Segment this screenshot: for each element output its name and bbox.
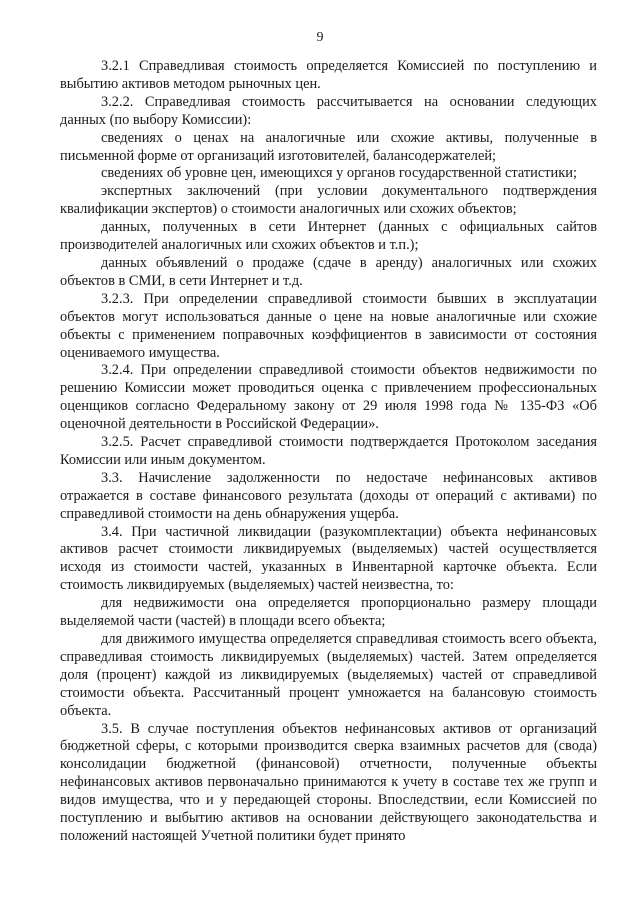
- paragraph-3-2-4: 3.2.4. При определении справедливой стоимости объектов недвижимости по решению Комиссии может проводиться оценка с привлечением профессиональных оценщиков согласно Федеральному закону от 29 июля 1998 года № 135-ФЗ «Об оценочной деятельности в Российской Федерации».: [60, 362, 597, 433]
- list-item-movable-property: для движимого имущества определяется справедливая стоимость всего объекта, справедливая стоимость ликвидируемых (выделяемых) частей. Затем определяется доля (процент) каждой из ликвидируемых (выделяемых) частей от справедливой стоимости объекта. Рассчитанный процент умножается на балансовую стоимость объекта.: [60, 631, 597, 719]
- list-item-statistics: сведениях об уровне цен, имеющихся у органов государственной статистики;: [101, 165, 577, 182]
- paragraph-3-2-1: 3.2.1 Справедливая стоимость определяется Комиссией по поступлению и выбытию активов методом рыночных цен.: [60, 58, 597, 92]
- paragraph-3-5: 3.5. В случае поступления объектов нефинансовых активов от организаций бюджетной сферы, с которыми производится сверка взаимных расчетов для (свода) консолидации бюджетной (финансовой) отчетности, полученные объекты нефинансовых активов первоначально принимаются к учету в составе тех же групп и видов имущества, что и у передающей стороны. Впоследствии, если Комиссией по поступлению и выбытию активов на основании действующего законодательства и положений настоящей Учетной политики будет принято: [60, 720, 597, 844]
- document-body: [60, 58, 597, 846]
- paragraph-3-2-3: 3.2.3. При определении справедливой стоимости бывших в эксплуатации объектов могут использоваться данные о цене на новые аналогичные или схожие объекты с применением поправочных коэффициентов в зависимости от состояния оцениваемого имущества.: [60, 290, 597, 361]
- list-item-price-info: сведениях о ценах на аналогичные или схожие активы, полученные в письменной форме от организаций изготовителей, балансодержателей;: [60, 129, 597, 164]
- list-item-real-estate: для недвижимости она определяется пропорционально размеру площади выделяемой части (частей) в площади всего объекта;: [60, 595, 597, 630]
- paragraph-3-4: 3.4. При частичной ликвидации (разукомплектации) объекта нефинансовых активов расчет стоимости ликвидируемых (выделяемых) частей осуществляется исходя из стоимости частей, указанных в Инвентарной карточке объекта. Если стоимость ликвидируемых (выделяемых) частей неизвестна, то:: [60, 523, 597, 594]
- paragraph-3-2-5: 3.2.5. Расчет справедливой стоимости подтверждается Протоколом заседания Комиссии или иным документом.: [60, 434, 597, 468]
- list-item-expert-opinions: экспертных заключений (при условии документального подтверждения квалификации экспертов) о стоимости аналогичных или схожих объектов;: [60, 183, 597, 218]
- page-number: 9: [316, 30, 324, 45]
- paragraph-3-3: 3.3. Начисление задолженности по недостаче нефинансовых активов отражается в составе финансового результата (доходы от операций с активами) по справедливой стоимости на день обнаружения ущерба.: [60, 469, 597, 522]
- list-item-internet-data: данных, полученных в сети Интернет (данных с официальных сайтов производителей аналогичных или схожих объектов и т.п.);: [60, 219, 597, 254]
- paragraph-3-2-2: 3.2.2. Справедливая стоимость рассчитывается на основании следующих данных (по выбору Комиссии):: [60, 93, 597, 128]
- list-item-sale-ads: данных объявлений о продаже (сдаче в аренду) аналогичных или схожих объектов в СМИ, в сети Интернет и т.д.: [60, 254, 597, 289]
